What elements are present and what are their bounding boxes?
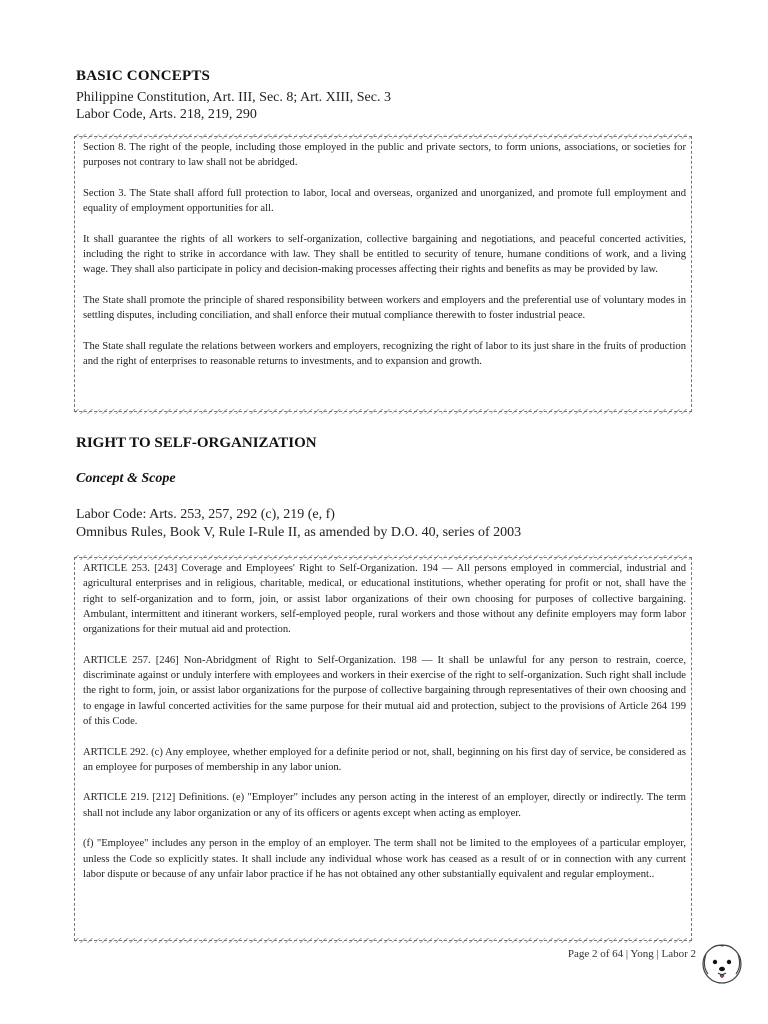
excerpt-paragraph: Section 8. The right of the people, including those employed in the public and private sectors, to form unions, associations, or societies for purposes not contrary to law shall not be abridged.	[83, 142, 686, 169]
reference-constitution: Philippine Constitution, Art. III, Sec. 8; Art. XIII, Sec. 3	[76, 90, 391, 105]
reference-labor-code: Labor Code, Arts. 218, 219, 290	[76, 107, 257, 122]
reference-omnibus-rules: Omnibus Rules, Book V, Rule I-Rule II, as amended by D.O. 40, series of 2003	[76, 525, 522, 540]
labor-code-excerpt-box	[74, 557, 692, 941]
excerpt-paragraph: Section 3. The State shall afford full protection to labor, local and overseas, organized and unorganized, and promote full employment and equality of employment opportunities for all.	[83, 187, 686, 215]
page-footer: Page 2 of 64 | Yong | Labor 2	[567, 948, 696, 960]
subheading-concept-scope: Concept & Scope	[76, 471, 176, 486]
section-heading-basic-concepts: BASIC CONCEPTS	[76, 68, 211, 84]
section-heading-self-organization: RIGHT TO SELF-ORGANIZATION	[76, 435, 317, 451]
article-paragraph: (f) "Employee" includes any person in the employ of an employer. The term shall not be limited to the employees of a particular employer, unless the Code so explicitly states. It shall include any individual whose work has ceased as a result of or in connection with any current labor dispute or because of any unfair labor practice if he has not obtained any other substantially equivalent and regular employment..	[83, 838, 686, 880]
excerpt-paragraph: It shall guarantee the rights of all workers to self-organization, collective bargaining and negotiations, and peaceful concerted activities, including the right to strike in accordance with law. They shall be entitled to security of tenure, humane conditions of work, and a living wage. They shall also participate in policy and decision-making processes affecting their rights and benefits as may be provided by law.	[83, 233, 686, 276]
excerpt-paragraph: The State shall regulate the relations between workers and employers, recognizing the right of labor to its just share in the fruits of production and the right of enterprises to reasonable returns to investments, and to expansion and growth.	[83, 340, 686, 368]
reference-labor-code-arts: Labor Code: Arts. 253, 257, 292 (c), 219 (e, f)	[76, 507, 335, 522]
article-paragraph: ARTICLE 292. (c) Any employee, whether employed for a definite period or not, shall, beginning on his first day of service, be considered as an employee for purposes of membership in any labor union.	[83, 746, 686, 773]
excerpt-paragraph: The State shall promote the principle of shared responsibility between workers and employers and the preferential use of voluntary modes in settling disputes, including conciliation, and shall enforce their mutual compliance therewith to foster industrial peace.	[83, 294, 686, 322]
constitution-excerpt-box	[74, 136, 692, 412]
article-paragraph: ARTICLE 257. [246] Non-Abridgment of Right to Self-Organization. 198 — It shall be unlawful for any person to restrain, coerce, discriminate against or unduly interfere with employees and workers in their exercise of the right to self-organization. Such right shall include the right to form, join, or assist labor organizations for the purpose of collective bargaining through representatives of their own choosing and to engage in lawful concerted activities for the same purpose for their mutual aid and protection, subject to the provisions of Article 264 199 of this Code.	[83, 654, 686, 727]
article-paragraph: ARTICLE 219. [212] Definitions. (e) "Employer" includes any person acting in the interest of an employer, directly or indirectly. The term shall not include any labor organization or any of its officers or agents except when acting as employer.	[83, 792, 686, 819]
dog-mascot-icon	[698, 936, 746, 988]
article-paragraph: ARTICLE 253. [243] Coverage and Employees' Right to Self-Organization. 194 — All persons employed in commercial, industrial and agricultural enterprises and in religious, charitable, medical, or educational institutions, whether operating for profit or not, shall have the right to self-organization and to form, join, or assist labor organizations of their own choosing for purposes of collective bargaining. Ambulant, intermittent and itinerant workers, self-employed people, rural workers and those without any definite employers may form labor organizations for their mutual aid and protection.	[83, 563, 686, 636]
